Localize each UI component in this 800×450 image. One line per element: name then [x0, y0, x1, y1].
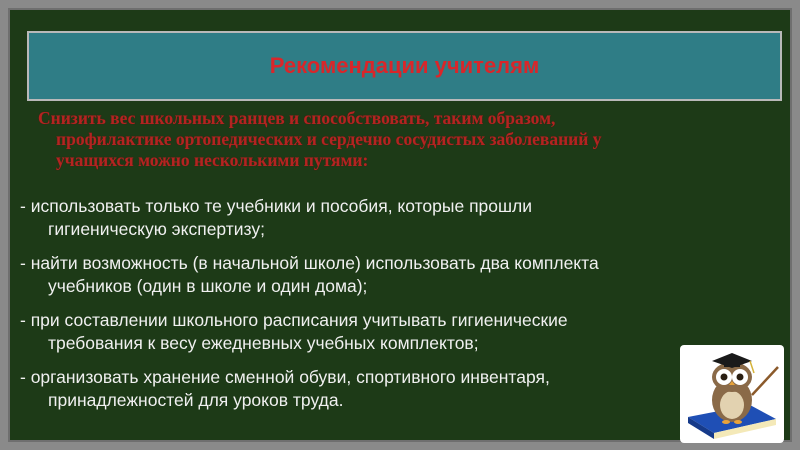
owl-illustration [680, 345, 784, 443]
title-banner [27, 31, 782, 101]
list-item [20, 366, 700, 412]
owl-scholar-on-book-icon [680, 345, 784, 443]
intro-line-3: учащихся можно несколькими путями: [56, 150, 369, 170]
list-item-line-2: гигиеническую экспертизу; [48, 219, 265, 239]
list-item-line-1: - использовать только те учебники и пособия, которые прошли [20, 196, 533, 216]
list-item-line-2: учебников (один в школе и один дома); [48, 276, 368, 296]
list-item [20, 195, 700, 241]
list-item-line-1: - найти возможность (в начальной школе) использовать два комплекта [20, 253, 599, 273]
list-item-line-2: требования к весу ежедневных учебных комплектов; [48, 333, 479, 353]
list-item-line-2: принадлежностей для уроков труда. [48, 390, 344, 410]
recommendation-list [20, 195, 700, 423]
slide [8, 8, 792, 442]
intro-line-2: профилактике ортопедических и сердечно сосудистых заболеваний у [56, 129, 602, 149]
list-item [20, 309, 700, 355]
list-item [20, 252, 700, 298]
intro-line-1: Снизить вес школьных ранцев и способствовать, таким образом, [38, 108, 556, 128]
list-item-line-1: - организовать хранение сменной обуви, спортивного инвентаря, [20, 367, 550, 387]
list-item-line-1: - при составлении школьного расписания учитывать гигиенические [20, 310, 568, 330]
slide-title: Рекомендации учителям [269, 53, 540, 78]
intro-paragraph [28, 108, 788, 171]
